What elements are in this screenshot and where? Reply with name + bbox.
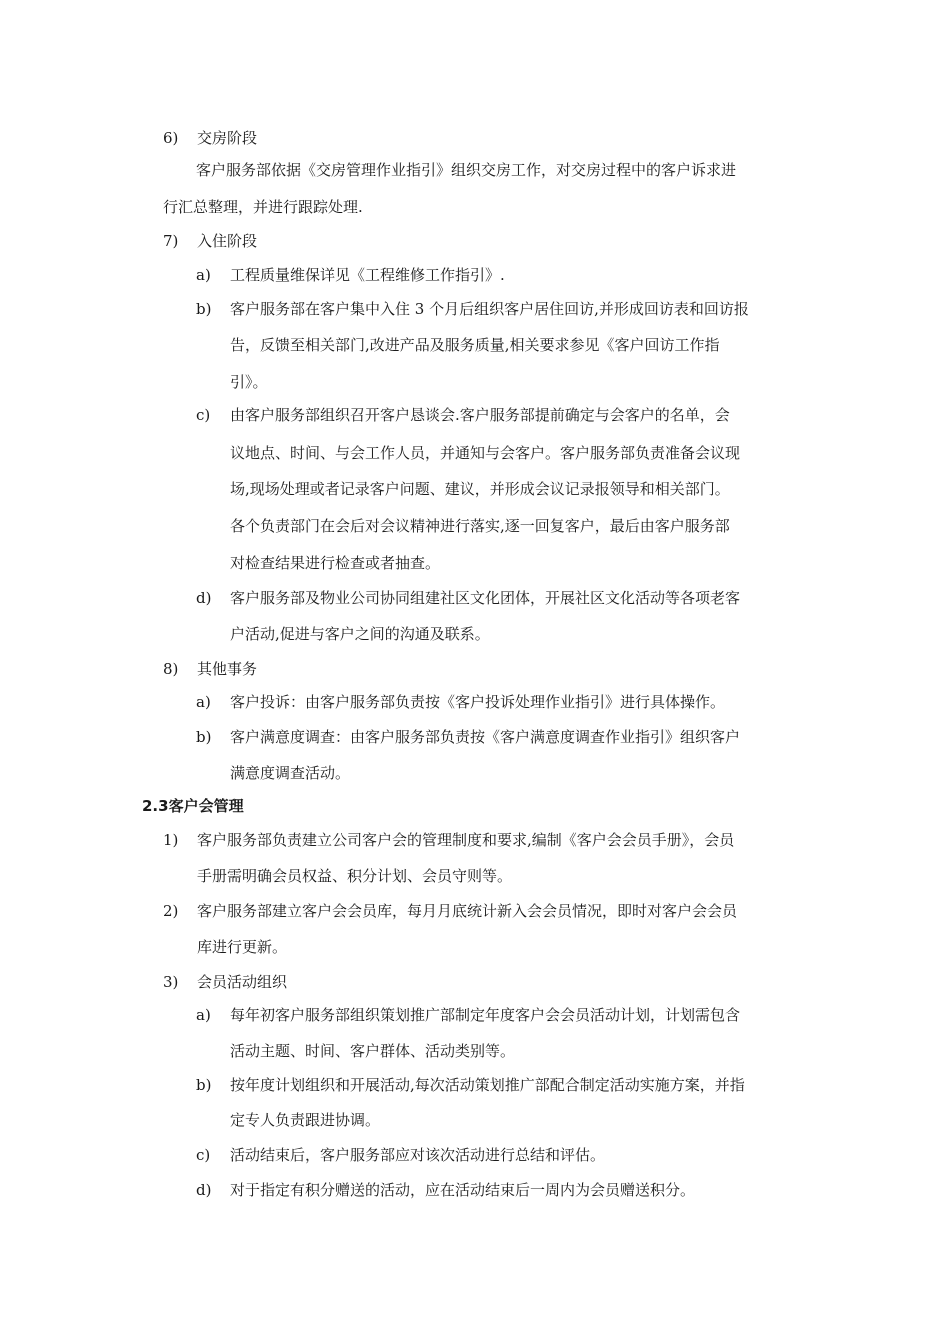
item-line: 客户服务部负责建立公司客户会的管理制度和要求,编制《客户会会员手册》，会员 (197, 831, 735, 849)
sub-item-marker: a) (196, 693, 211, 711)
sub-item-line: 工程质量维保详见《工程维修工作指引》. (230, 266, 505, 284)
sub-item-line: 引》。 (230, 373, 268, 391)
sub-item-line: 户活动,促进与客户之间的沟通及联系。 (230, 625, 490, 643)
sub-item-line: 每年初客户服务部组织策划推广部制定年度客户会会员活动计划，计划需包含 (230, 1006, 741, 1024)
sub-item-line: 定专人负责跟进协调。 (230, 1111, 381, 1129)
sub-item-line: 客户服务部在客户集中入住 3 个月后组织客户居住回访,并形成回访表和回访报 (230, 300, 749, 318)
sub-item-marker: d) (196, 1181, 212, 1199)
item-title: 入住阶段 (197, 232, 258, 250)
sub-item-line: 客户满意度调查：由客户服务部负责按《客户满意度调查作业指引》组织客户 (230, 728, 741, 746)
item-line: 库进行更新。 (197, 938, 288, 956)
sub-item-marker: a) (196, 1006, 211, 1024)
sub-item-marker: c) (196, 406, 211, 424)
item-number: 7) (163, 232, 179, 250)
sub-item-line: 各个负责部门在会后对会议精神进行落实,逐一回复客户，最后由客户服务部 (230, 517, 730, 535)
sub-item-line: 对于指定有积分赠送的活动，应在活动结束后一周内为会员赠送积分。 (230, 1181, 696, 1199)
sub-item-marker: b) (196, 728, 212, 746)
item-line: 手册需明确会员权益、积分计划、会员守则等。 (197, 867, 513, 885)
section-heading: 2.3客户会管理 (142, 797, 244, 815)
paragraph-line: 行汇总整理，并进行跟踪处理. (163, 198, 363, 216)
item-number: 2) (163, 902, 179, 920)
item-number: 1) (163, 831, 179, 849)
sub-item-line: 由客户服务部组织召开客户恳谈会.客户服务部提前确定与会客户的名单，会 (230, 406, 730, 424)
item-title: 交房阶段 (197, 129, 258, 147)
sub-item-line: 活动结束后，客户服务部应对该次活动进行总结和评估。 (230, 1146, 606, 1164)
paragraph-line: 客户服务部依据《交房管理作业指引》组织交房工作，对交房过程中的客户诉求进 (196, 161, 737, 179)
item-line: 客户服务部建立客户会会员库，每月月底统计新入会会员情况，即时对客户会会员 (197, 902, 738, 920)
sub-item-line: 告，反馈至相关部门,改进产品及服务质量,相关要求参见《客户回访工作指 (230, 336, 720, 354)
item-title: 其他事务 (197, 660, 258, 678)
sub-item-line: 满意度调查活动。 (230, 764, 351, 782)
sub-item-line: 活动主题、时间、客户群体、活动类别等。 (230, 1042, 516, 1060)
item-title: 会员活动组织 (197, 973, 288, 991)
sub-item-marker: b) (196, 1076, 212, 1094)
sub-item-line: 议地点、时间、与会工作人员，并通知与会客户。客户服务部负责准备会议现 (230, 444, 741, 462)
sub-item-line: 客户服务部及物业公司协同组建社区文化团体，开展社区文化活动等各项老客 (230, 589, 741, 607)
sub-item-line: 按年度计划组织和开展活动,每次活动策划推广部配合制定活动实施方案，并指 (230, 1076, 745, 1094)
sub-item-marker: a) (196, 266, 211, 284)
item-number: 8) (163, 660, 179, 678)
sub-item-line: 对检查结果进行检查或者抽查。 (230, 554, 441, 572)
sub-item-marker: d) (196, 589, 212, 607)
sub-item-line: 场,现场处理或者记录客户问题、建议，并形成会议记录报领导和相关部门。 (230, 480, 730, 498)
sub-item-marker: c) (196, 1146, 211, 1164)
sub-item-marker: b) (196, 300, 212, 318)
item-number: 3) (163, 973, 179, 991)
item-number: 6) (163, 129, 179, 147)
sub-item-line: 客户投诉：由客户服务部负责按《客户投诉处理作业指引》进行具体操作。 (230, 693, 726, 711)
